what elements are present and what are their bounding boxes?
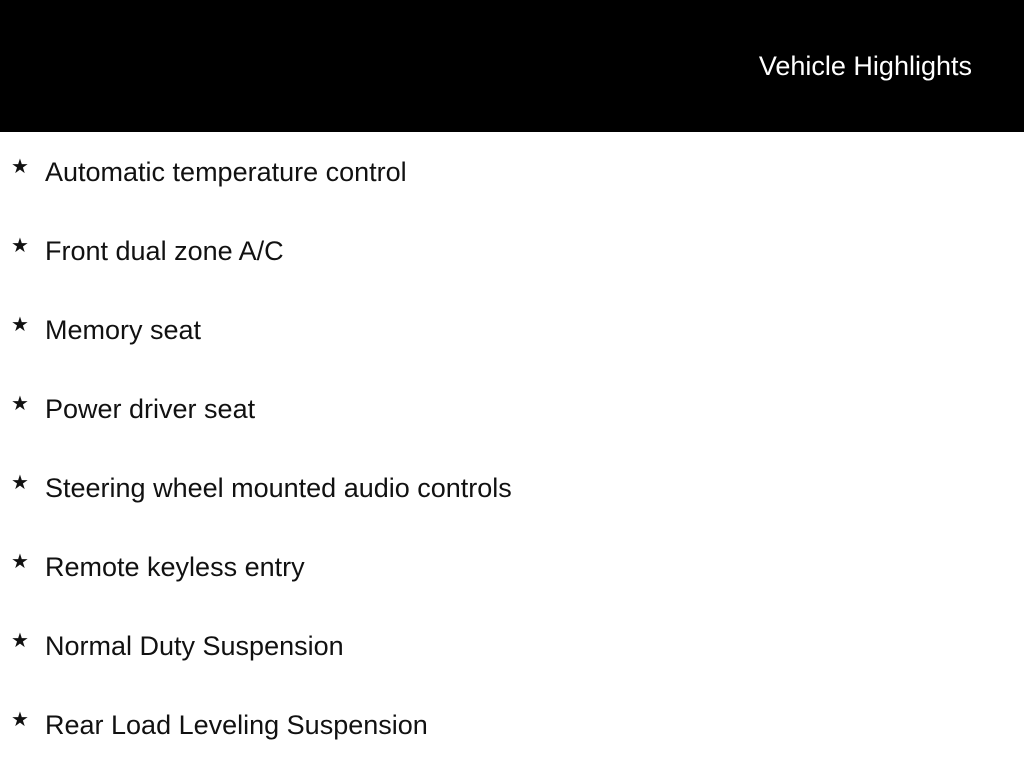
feature-item (0, 685, 1024, 764)
star-icon: ★ (11, 628, 29, 652)
star-icon: ★ (11, 549, 29, 573)
feature-item (0, 290, 1024, 369)
feature-item (0, 132, 1024, 211)
feature-label: Memory seat (45, 315, 202, 345)
star-icon: ★ (11, 391, 29, 415)
star-icon: ★ (11, 233, 29, 257)
star-icon: ★ (11, 707, 29, 731)
feature-label: Normal Duty Suspension (45, 631, 344, 661)
feature-label: Rear Load Leveling Suspension (45, 710, 428, 740)
feature-item (0, 527, 1024, 606)
page-title: Vehicle Highlights (758, 51, 972, 81)
star-icon: ★ (11, 312, 29, 336)
feature-item (0, 448, 1024, 527)
star-icon: ★ (11, 470, 29, 494)
star-icon: ★ (11, 154, 29, 178)
header-bar (0, 0, 1024, 132)
feature-label: Remote keyless entry (45, 552, 305, 582)
feature-item (0, 211, 1024, 290)
feature-label: Automatic temperature control (45, 157, 407, 187)
feature-item (0, 606, 1024, 685)
feature-label: Front dual zone A/C (45, 236, 284, 266)
feature-label: Steering wheel mounted audio controls (45, 473, 512, 503)
feature-list (0, 132, 1024, 764)
feature-item (0, 369, 1024, 448)
feature-label: Power driver seat (45, 394, 256, 424)
